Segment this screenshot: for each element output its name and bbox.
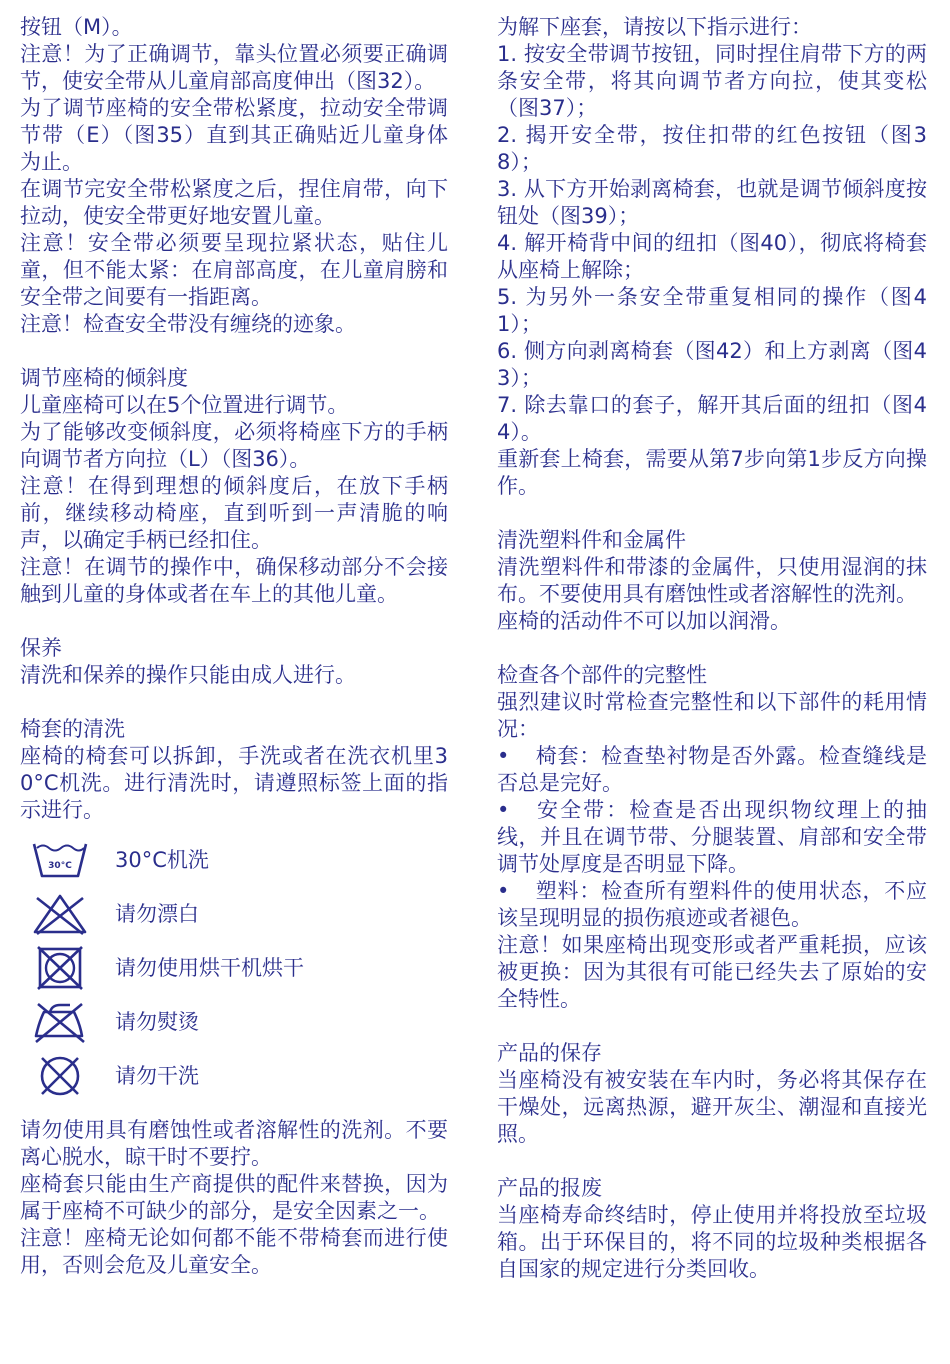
paragraph: 清洗塑料件和带漆的金属件，只使用湿润的抹布。不要使用具有磨蚀性或者溶解性的洗剂。: [497, 555, 927, 606]
section-heading-maintenance: 保养: [20, 636, 62, 660]
spacer: [497, 1013, 927, 1040]
paragraph: 座椅的活动件不可以加以润滑。: [497, 609, 791, 633]
care-symbols-list: [20, 833, 448, 1103]
bullet-icon: •: [497, 744, 510, 768]
spacer: [20, 608, 448, 635]
paragraph: 按钮（M）。: [20, 15, 133, 39]
paragraph: 在调节完安全带松紧度之后，捏住肩带，向下拉动，使安全带更好地安置儿童。: [20, 177, 448, 228]
paragraph: 注意！如果座椅出现变形或者严重耗损，应该被更换：因为其很有可能已经失去了原始的安全特性。: [497, 933, 927, 1011]
step-item: 3. 从下方开始剥离椅套，也就是调节倾斜度按钮处（图39）；: [497, 177, 927, 228]
no-tumble-dry-icon: [30, 946, 90, 990]
paragraph: 注意！安全带必须要呈现拉紧状态，贴住儿童，但不能太紧：在肩部高度，在儿童肩膀和安全带之间要有一指距离。: [20, 231, 448, 309]
care-label: 请勿熨烫: [115, 1009, 199, 1034]
care-row-tumble-dry: [20, 941, 448, 995]
care-label: 请勿干洗: [115, 1063, 199, 1088]
bullet-icon: •: [497, 879, 510, 903]
bullet-text: 椅套：检查垫衬物是否外露。检查缝线是否总是完好。: [497, 744, 927, 795]
step-item: 5. 为另外一条安全带重复相同的操作（图41）；: [497, 285, 927, 336]
bullet-item: [497, 878, 927, 932]
no-iron-icon: [30, 1000, 90, 1044]
care-row-dry-clean: [20, 1049, 448, 1103]
paragraph: 儿童座椅可以在5个位置进行调节。: [20, 393, 349, 417]
paragraph: 为解下座套，请按以下指示进行：: [497, 15, 812, 39]
paragraph: 座椅套只能由生产商提供的配件来替换，因为属于座椅不可缺少的部分，是安全因素之一。: [20, 1172, 448, 1223]
left-column: [20, 14, 448, 1279]
paragraph: 注意！在得到理想的倾斜度后，在放下手柄前，继续移动椅座，直到听到一声清脆的响声，以确定手柄已经扣住。: [20, 474, 448, 552]
right-column: [497, 14, 927, 1283]
care-row-wash: [20, 833, 448, 887]
paragraph: 强烈建议时常检查完整性和以下部件的耗用情况：: [497, 690, 927, 741]
section-heading-recline: 调节座椅的倾斜度: [20, 366, 188, 390]
spacer: [497, 500, 927, 527]
wash-tub-label: 30°C: [48, 861, 72, 871]
care-label: 请勿使用烘干机烘干: [115, 955, 304, 980]
care-row-iron: [20, 995, 448, 1049]
paragraph: 注意！座椅无论如何都不能不带椅套而进行使用，否则会危及儿童安全。: [20, 1226, 448, 1277]
paragraph: 请勿使用具有磨蚀性或者溶解性的洗剂。不要离心脱水，晾干时不要拧。: [20, 1118, 448, 1169]
care-row-bleach: [20, 887, 448, 941]
step-item: 2. 揭开安全带，按住扣带的红色按钮（图38）；: [497, 123, 927, 174]
paragraph: 清洗和保养的操作只能由成人进行。: [20, 663, 356, 687]
no-bleach-icon: [30, 892, 90, 936]
bullet-item: [497, 743, 927, 797]
section-heading-disposal: 产品的报废: [497, 1176, 602, 1200]
paragraph: 为了调节座椅的安全带松紧度，拉动安全带调节带（E）（图35）直到其正确贴近儿童身体为止。: [20, 96, 448, 174]
paragraph: 重新套上椅套，需要从第7步向第1步反方向操作。: [497, 447, 927, 498]
no-dry-clean-icon: [30, 1054, 90, 1098]
paragraph: 注意！为了正确调节，靠头位置必须要正确调节，使安全带从儿童肩部高度伸出（图32）。: [20, 42, 448, 93]
step-item: 4. 解开椅背中间的纽扣（图40），彻底将椅套从座椅上解除；: [497, 231, 927, 282]
section-heading-storage: 产品的保存: [497, 1041, 602, 1065]
care-label: 30°C机洗: [115, 847, 209, 872]
spacer: [497, 1148, 927, 1175]
section-heading-integrity-check: 检查各个部件的完整性: [497, 663, 707, 687]
bullet-text: 塑料：检查所有塑料件的使用状态，不应该呈现明显的损伤痕迹或者褪色。: [497, 879, 927, 930]
paragraph: 注意！检查安全带没有缠绕的迹象。: [20, 312, 356, 336]
paragraph: 座椅的椅套可以拆卸，手洗或者在洗衣机里30°C机洗。进行清洗时，请遵照标签上面的指示进行。: [20, 744, 448, 822]
spacer: [20, 338, 448, 365]
bullet-icon: •: [497, 798, 510, 822]
paragraph: 当座椅寿命终结时，停止使用并将投放至垃圾箱。出于环保目的，将不同的垃圾种类根据各自国家的规定进行分类回收。: [497, 1203, 927, 1281]
section-heading-cleaning: 清洗塑料件和金属件: [497, 528, 686, 552]
bullet-item: [497, 797, 927, 878]
paragraph: 为了能够改变倾斜度，必须将椅座下方的手柄向调节者方向拉（L）（图36）。: [20, 420, 448, 471]
wash-30-icon: [30, 838, 90, 882]
paragraph: 注意！在调节的操作中，确保移动部分不会接触到儿童的身体或者在车上的其他儿童。: [20, 555, 448, 606]
paragraph: 当座椅没有被安装在车内时，务必将其保存在干燥处，远离热源，避开灰尘、潮湿和直接光照。: [497, 1068, 927, 1146]
spacer: [497, 635, 927, 662]
step-item: 6. 侧方向剥离椅套（图42）和上方剥离（图43）；: [497, 339, 927, 390]
spacer: [20, 689, 448, 716]
section-heading-cover-cleaning: 椅套的清洗: [20, 717, 125, 741]
step-item: 1. 按安全带调节按钮，同时捏住肩带下方的两条安全带，将其向调节者方向拉，使其变松（图37）；: [497, 42, 927, 120]
step-item: 7. 除去靠口的套子，解开其后面的纽扣（图44）。: [497, 393, 927, 444]
care-label: 请勿漂白: [115, 901, 199, 926]
bullet-text: 安全带：检查是否出现织物纹理上的抽线，并且在调节带、分腿装置、肩部和安全带调节处厚度是否明显下降。: [497, 798, 927, 876]
